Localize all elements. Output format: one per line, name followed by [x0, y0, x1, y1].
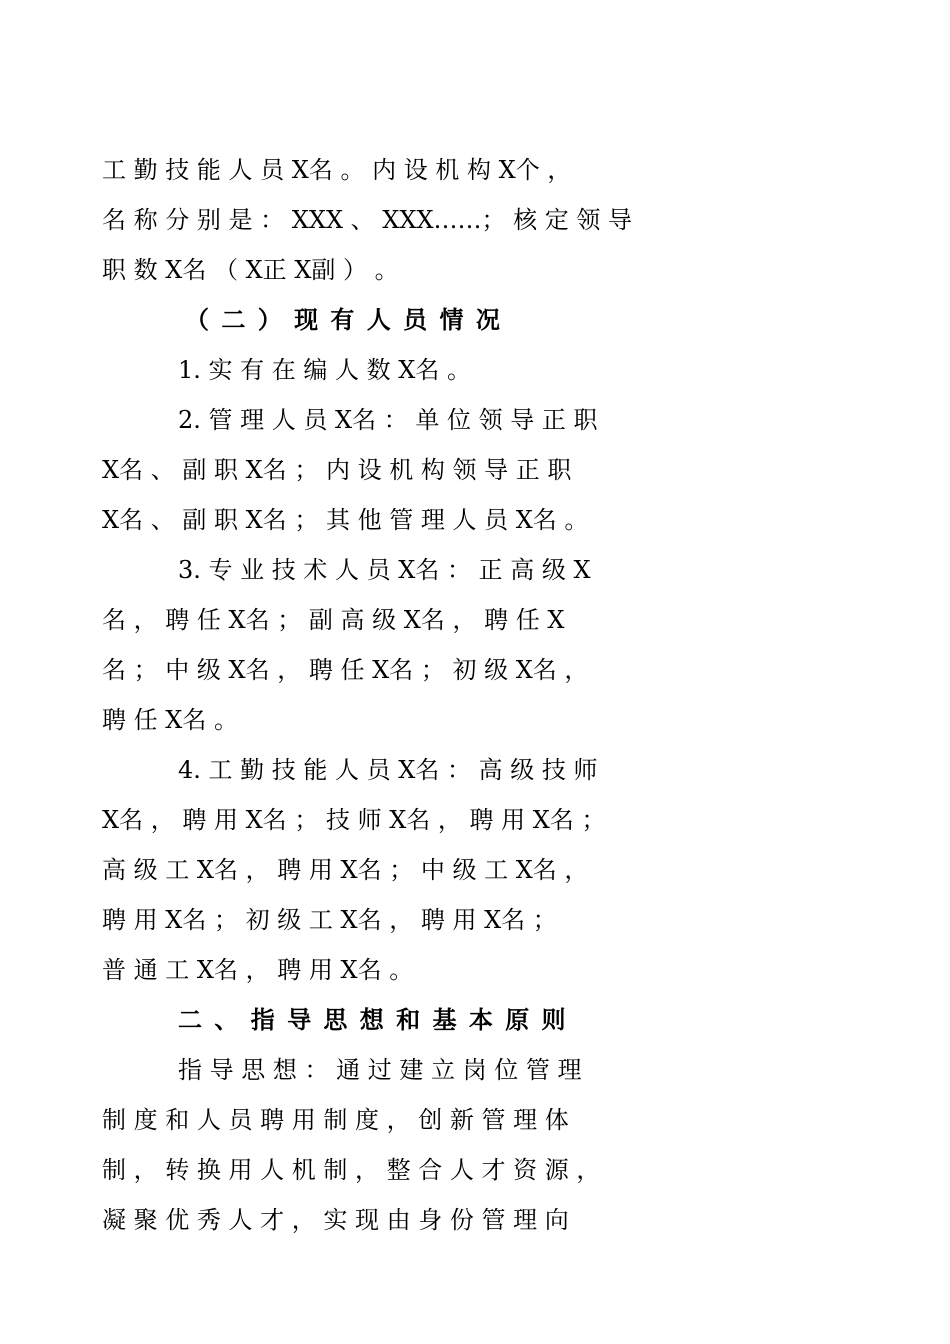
text-line: 名 称 分 别 是 ： XXX 、 XXX……； 核 定 领 导: [102, 206, 633, 234]
text-line: 4. 工 勤 技 能 人 员 X名 ： 高 级 技 师: [178, 756, 598, 784]
text-line: 普 通 工 X名 ， 聘 用 X名 。: [102, 956, 414, 984]
text-line: 名 ； 中 级 X名 ， 聘 任 X名 ； 初 级 X名 ，: [102, 656, 589, 684]
text-line: 高 级 工 X名 ， 聘 用 X名 ； 中 级 工 X名 ，: [102, 856, 589, 884]
text-line: 聘 用 X名 ； 初 级 工 X名 ， 聘 用 X名 ；: [102, 906, 557, 934]
text-line: 制 ， 转 换 用 人 机 制 ， 整 合 人 才 资 源 ，: [102, 1156, 601, 1184]
text-line: 2. 管 理 人 员 X名 ： 单 位 领 导 正 职: [178, 406, 598, 434]
text-line: 3. 专 业 技 术 人 员 X名 ： 正 高 级 X: [178, 556, 591, 584]
text-line: X名 、 副 职 X名 ； 其 他 管 理 人 员 X名 。: [102, 506, 589, 534]
text-line: 凝 聚 优 秀 人 才 ， 实 现 由 身 份 管 理 向: [102, 1206, 569, 1234]
text-line: 职 数 X名 （ X正 X副 ） 。: [102, 256, 399, 284]
text-line: X名 ， 聘 用 X名 ； 技 师 X名 ， 聘 用 X名 ；: [102, 806, 606, 834]
text-line: 制 度 和 人 员 聘 用 制 度 ， 创 新 管 理 体: [102, 1106, 569, 1134]
section-heading: （ 二 ） 现 有 人 员 情 况: [185, 305, 502, 334]
text-line: 1. 实 有 在 编 人 数 X名 。: [178, 356, 472, 384]
text-line: 名 ， 聘 任 X名 ； 副 高 级 X名 ， 聘 任 X: [102, 606, 565, 634]
text-line: 指 导 思 想 ： 通 过 建 立 岗 位 管 理: [178, 1056, 582, 1084]
text-line: 聘 任 X名 。: [102, 706, 238, 734]
section-heading: 二 、 指 导 思 想 和 基 本 原 则: [178, 1005, 568, 1034]
text-line: X名 、 副 职 X名 ； 内 设 机 构 领 导 正 职: [102, 456, 572, 484]
text-line: 工 勤 技 能 人 员 X名 。 内 设 机 构 X个 ，: [102, 156, 572, 184]
